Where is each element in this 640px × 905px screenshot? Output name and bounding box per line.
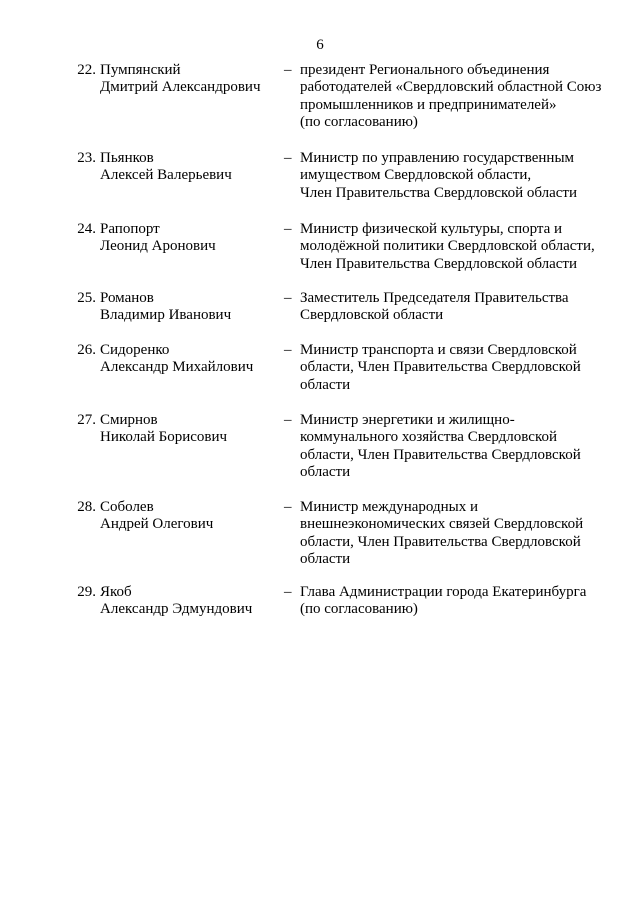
dash-separator: –	[284, 412, 292, 428]
position-line: молодёжной политики Свердловской области,	[300, 238, 595, 255]
member-position	[300, 584, 610, 619]
member-surname: Смирнов	[100, 412, 158, 428]
member-number: 28.	[77, 499, 96, 515]
position-line: области, Член Правительства Свердловской	[300, 533, 581, 550]
member-name	[100, 221, 300, 256]
position-line: Министр энергетики и жилищно-	[300, 412, 515, 428]
member-number: 29.	[77, 584, 96, 600]
position-line: Член Правительства Свердловской области	[300, 184, 577, 201]
member-number: 26.	[77, 342, 96, 358]
member-name	[100, 412, 300, 447]
member-surname: Соболев	[100, 499, 154, 515]
member-given-names: Дмитрий Александрович	[100, 79, 261, 96]
member-given-names: Владимир Иванович	[100, 307, 232, 324]
member-given-names: Александр Эдмундович	[100, 601, 253, 618]
position-line: области	[300, 463, 351, 480]
dash-separator: –	[284, 150, 292, 166]
position-line: коммунального хозяйства Свердловской	[300, 429, 557, 446]
member-name	[100, 499, 300, 534]
member-given-names: Андрей Олегович	[100, 516, 214, 533]
member-position	[300, 221, 610, 273]
position-line: Министр транспорта и связи Свердловской	[300, 342, 577, 358]
member-name	[100, 584, 300, 619]
position-line: Заместитель Председателя Правительства	[300, 290, 569, 306]
member-position	[300, 499, 610, 568]
position-line: области, Член Правительства Свердловской	[300, 446, 581, 463]
member-number: 27.	[77, 412, 96, 428]
member-number: 25.	[77, 290, 96, 306]
position-line: (по согласованию)	[300, 601, 418, 618]
dash-separator: –	[284, 584, 292, 600]
position-line: (по согласованию)	[300, 113, 418, 130]
member-name	[100, 290, 300, 325]
member-position	[300, 150, 610, 202]
member-number: 22.	[77, 62, 96, 78]
position-line: внешнеэкономических связей Свердловской	[300, 516, 584, 533]
position-line: Член Правительства Свердловской области	[300, 255, 577, 272]
member-number: 24.	[77, 221, 96, 237]
member-name	[100, 342, 300, 377]
member-position	[300, 290, 610, 325]
position-line: области	[300, 376, 351, 393]
member-surname: Пумпянский	[100, 62, 181, 78]
member-name	[100, 62, 300, 97]
member-surname: Рапопорт	[100, 221, 160, 237]
dash-separator: –	[284, 290, 292, 306]
position-line: Министр международных и	[300, 499, 478, 515]
member-given-names: Алексей Валерьевич	[100, 167, 232, 184]
position-line: Глава Администрации города Екатеринбурга	[300, 584, 587, 600]
position-line: области, Член Правительства Свердловской	[300, 359, 581, 376]
dash-separator: –	[284, 221, 292, 237]
position-line: работодателей «Свердловский областной Союз	[300, 79, 602, 96]
position-line: президент Регионального объединения	[300, 62, 550, 78]
member-surname: Романов	[100, 290, 154, 306]
member-number: 23.	[77, 150, 96, 166]
member-given-names: Николай Борисович	[100, 429, 228, 446]
member-given-names: Александр Михайлович	[100, 359, 254, 376]
position-line: имуществом Свердловской области,	[300, 167, 532, 184]
page-number: 6	[316, 37, 324, 53]
member-given-names: Леонид Аронович	[100, 238, 216, 255]
member-surname: Пьянков	[100, 150, 154, 166]
member-surname: Сидоренко	[100, 342, 170, 358]
position-line: Свердловской области	[300, 307, 444, 324]
position-line: области	[300, 550, 351, 567]
member-position	[300, 342, 610, 394]
position-line: промышленников и предпринимателей»	[300, 96, 557, 113]
member-position	[300, 62, 610, 131]
position-line: Министр по управлению государственным	[300, 150, 575, 166]
dash-separator: –	[284, 62, 292, 78]
dash-separator: –	[284, 499, 292, 515]
position-line: Министр физической культуры, спорта и	[300, 221, 563, 237]
dash-separator: –	[284, 342, 292, 358]
member-surname: Якоб	[100, 584, 132, 600]
member-position	[300, 412, 610, 481]
member-name	[100, 150, 300, 185]
